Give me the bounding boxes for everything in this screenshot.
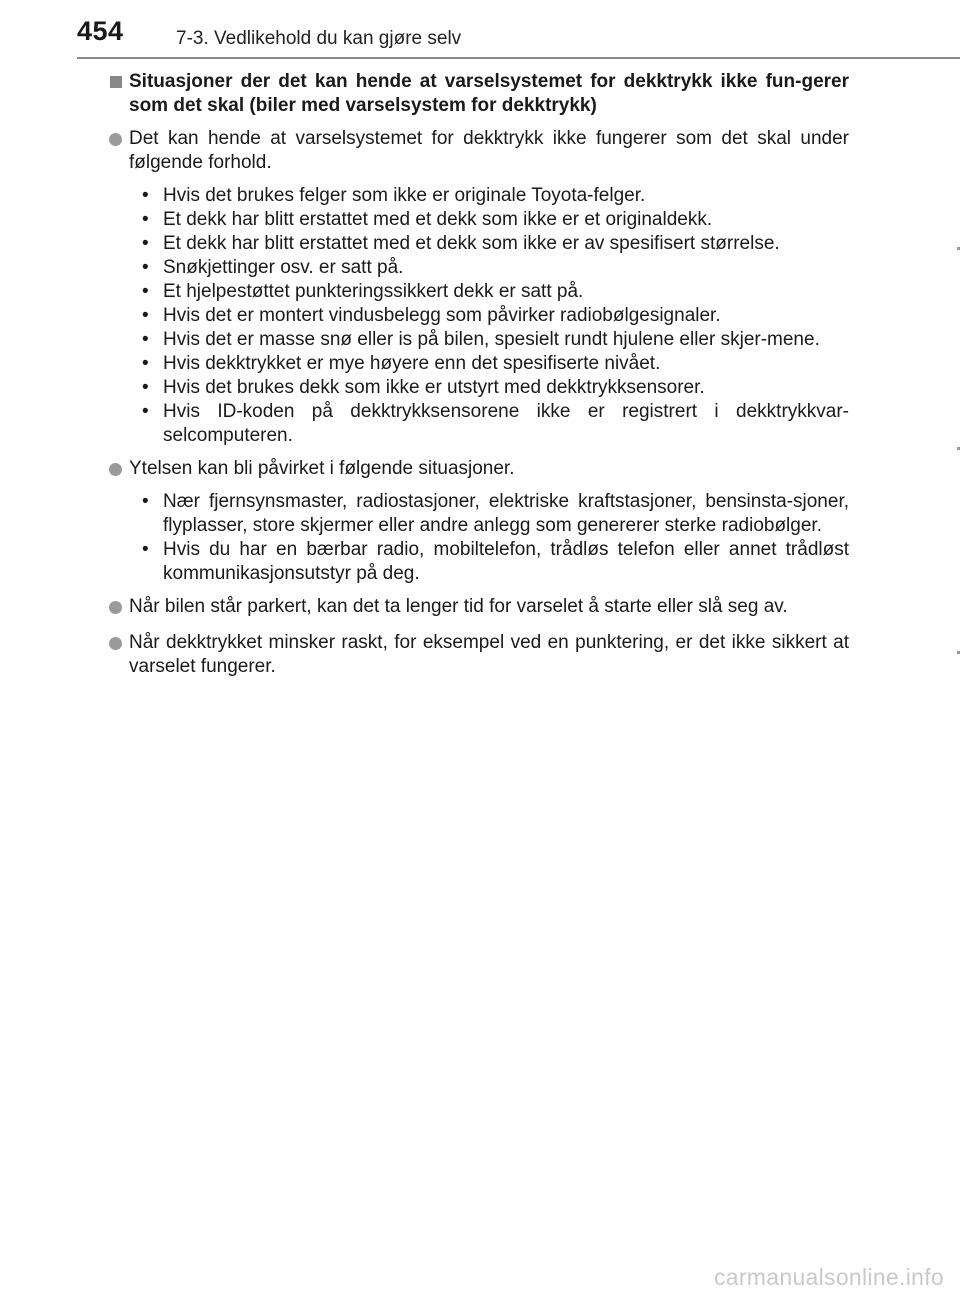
bullet-point-text: Når bilen står parkert, kan det ta lenger tid for varselet å starte eller slå seg av. (129, 596, 788, 617)
section-heading (109, 70, 849, 118)
dot-bullet-icon: • (142, 233, 149, 254)
section-heading-text: Situasjoner der det kan hende at varselsystemet for dekktrykk ikke fun-gerer som det skal (biler med varselsystem for dekktrykk) (129, 71, 849, 116)
list-item-text: Hvis det brukes dekk som ikke er utstyrt med dekktrykksensorer. (163, 377, 705, 398)
dot-bullet-icon: • (142, 209, 149, 230)
dot-bullet-icon: • (142, 377, 149, 398)
list-item (136, 304, 849, 328)
bullet-point-3 (109, 595, 849, 619)
list-item (136, 184, 849, 208)
list-item (136, 538, 849, 586)
list-item (136, 490, 849, 538)
bullet-point-4 (109, 631, 849, 679)
list-item-text: Et hjelpestøttet punkteringssikkert dekk er satt på. (163, 281, 584, 302)
watermark: carmanualsonline.info (713, 1264, 944, 1290)
bullet-point-2 (109, 457, 849, 481)
dot-bullet-icon: • (142, 401, 149, 422)
bullet-point-text: Når dekktrykket minsker raskt, for eksempel ved en punktering, er det ikke sikkert at varselet fungerer. (129, 632, 849, 677)
list-item (136, 256, 849, 280)
list-item-text: Hvis det er montert vindusbelegg som påvirker radiobølgesignaler. (163, 305, 721, 326)
circle-bullet-icon (109, 133, 122, 146)
bullet-point-text: Ytelsen kan bli påvirket i følgende situasjoner. (129, 458, 515, 479)
list-item-text: Hvis det brukes felger som ikke er originale Toyota-felger. (163, 185, 646, 206)
list-item (136, 208, 849, 232)
dot-bullet-icon: • (142, 281, 149, 302)
list-item (136, 352, 849, 376)
bullet-point-1 (109, 127, 849, 175)
dot-bullet-icon: • (142, 329, 149, 350)
list-item (136, 280, 849, 304)
list-item (136, 232, 849, 256)
list-item (136, 376, 849, 400)
page-number: 454 (77, 16, 124, 46)
list-item-text: Hvis du har en bærbar radio, mobiltelefon, trådløs telefon eller annet trådløst kommunikasjonsutstyr på deg. (163, 539, 849, 584)
dot-bullet-icon: • (142, 353, 149, 374)
list-item-text: Hvis dekktrykket er mye høyere enn det spesifiserte nivået. (163, 353, 661, 374)
dot-bullet-icon: • (142, 491, 149, 512)
list-item-text: Hvis det er masse snø eller is på bilen, spesielt rundt hjulene eller skjer-mene. (163, 329, 820, 350)
dot-bullet-icon: • (142, 305, 149, 326)
bullet-point-text: Det kan hende at varselsystemet for dekktrykk ikke fungerer som det skal under følgende forhold. (129, 128, 849, 173)
dot-bullet-icon: • (142, 257, 149, 278)
situation-list (109, 490, 849, 586)
circle-bullet-icon (109, 601, 122, 614)
list-item (136, 328, 849, 352)
dot-bullet-icon: • (142, 539, 149, 560)
square-bullet-icon (110, 76, 122, 88)
circle-bullet-icon (109, 637, 122, 650)
list-item-text: Snøkjettinger osv. er satt på. (163, 257, 404, 278)
page-header (0, 0, 960, 60)
list-item-text: Et dekk har blitt erstattet med et dekk som ikke er et originaldekk. (163, 209, 713, 230)
list-item-text: Nær fjernsynsmaster, radiostasjoner, elektriske kraftstasjoner, bensinsta-sjoner, flyplasser, store skjermer eller andre anlegg som genererer sterke radiobølger. (163, 491, 849, 536)
list-item-text: Hvis ID-koden på dekktrykksensorene ikke er registrert i dekktrykkvar-selcomputeren. (163, 401, 849, 446)
list-item (136, 400, 849, 448)
chapter-title: 7-3. Vedlikehold du kan gjøre selv (176, 28, 462, 49)
condition-list (109, 184, 849, 448)
main-content (109, 70, 849, 679)
dot-bullet-icon: • (142, 185, 149, 206)
circle-bullet-icon (109, 463, 122, 476)
list-item-text: Et dekk har blitt erstattet med et dekk som ikke er av spesifisert størrelse. (163, 233, 780, 254)
header-rule (77, 57, 960, 59)
